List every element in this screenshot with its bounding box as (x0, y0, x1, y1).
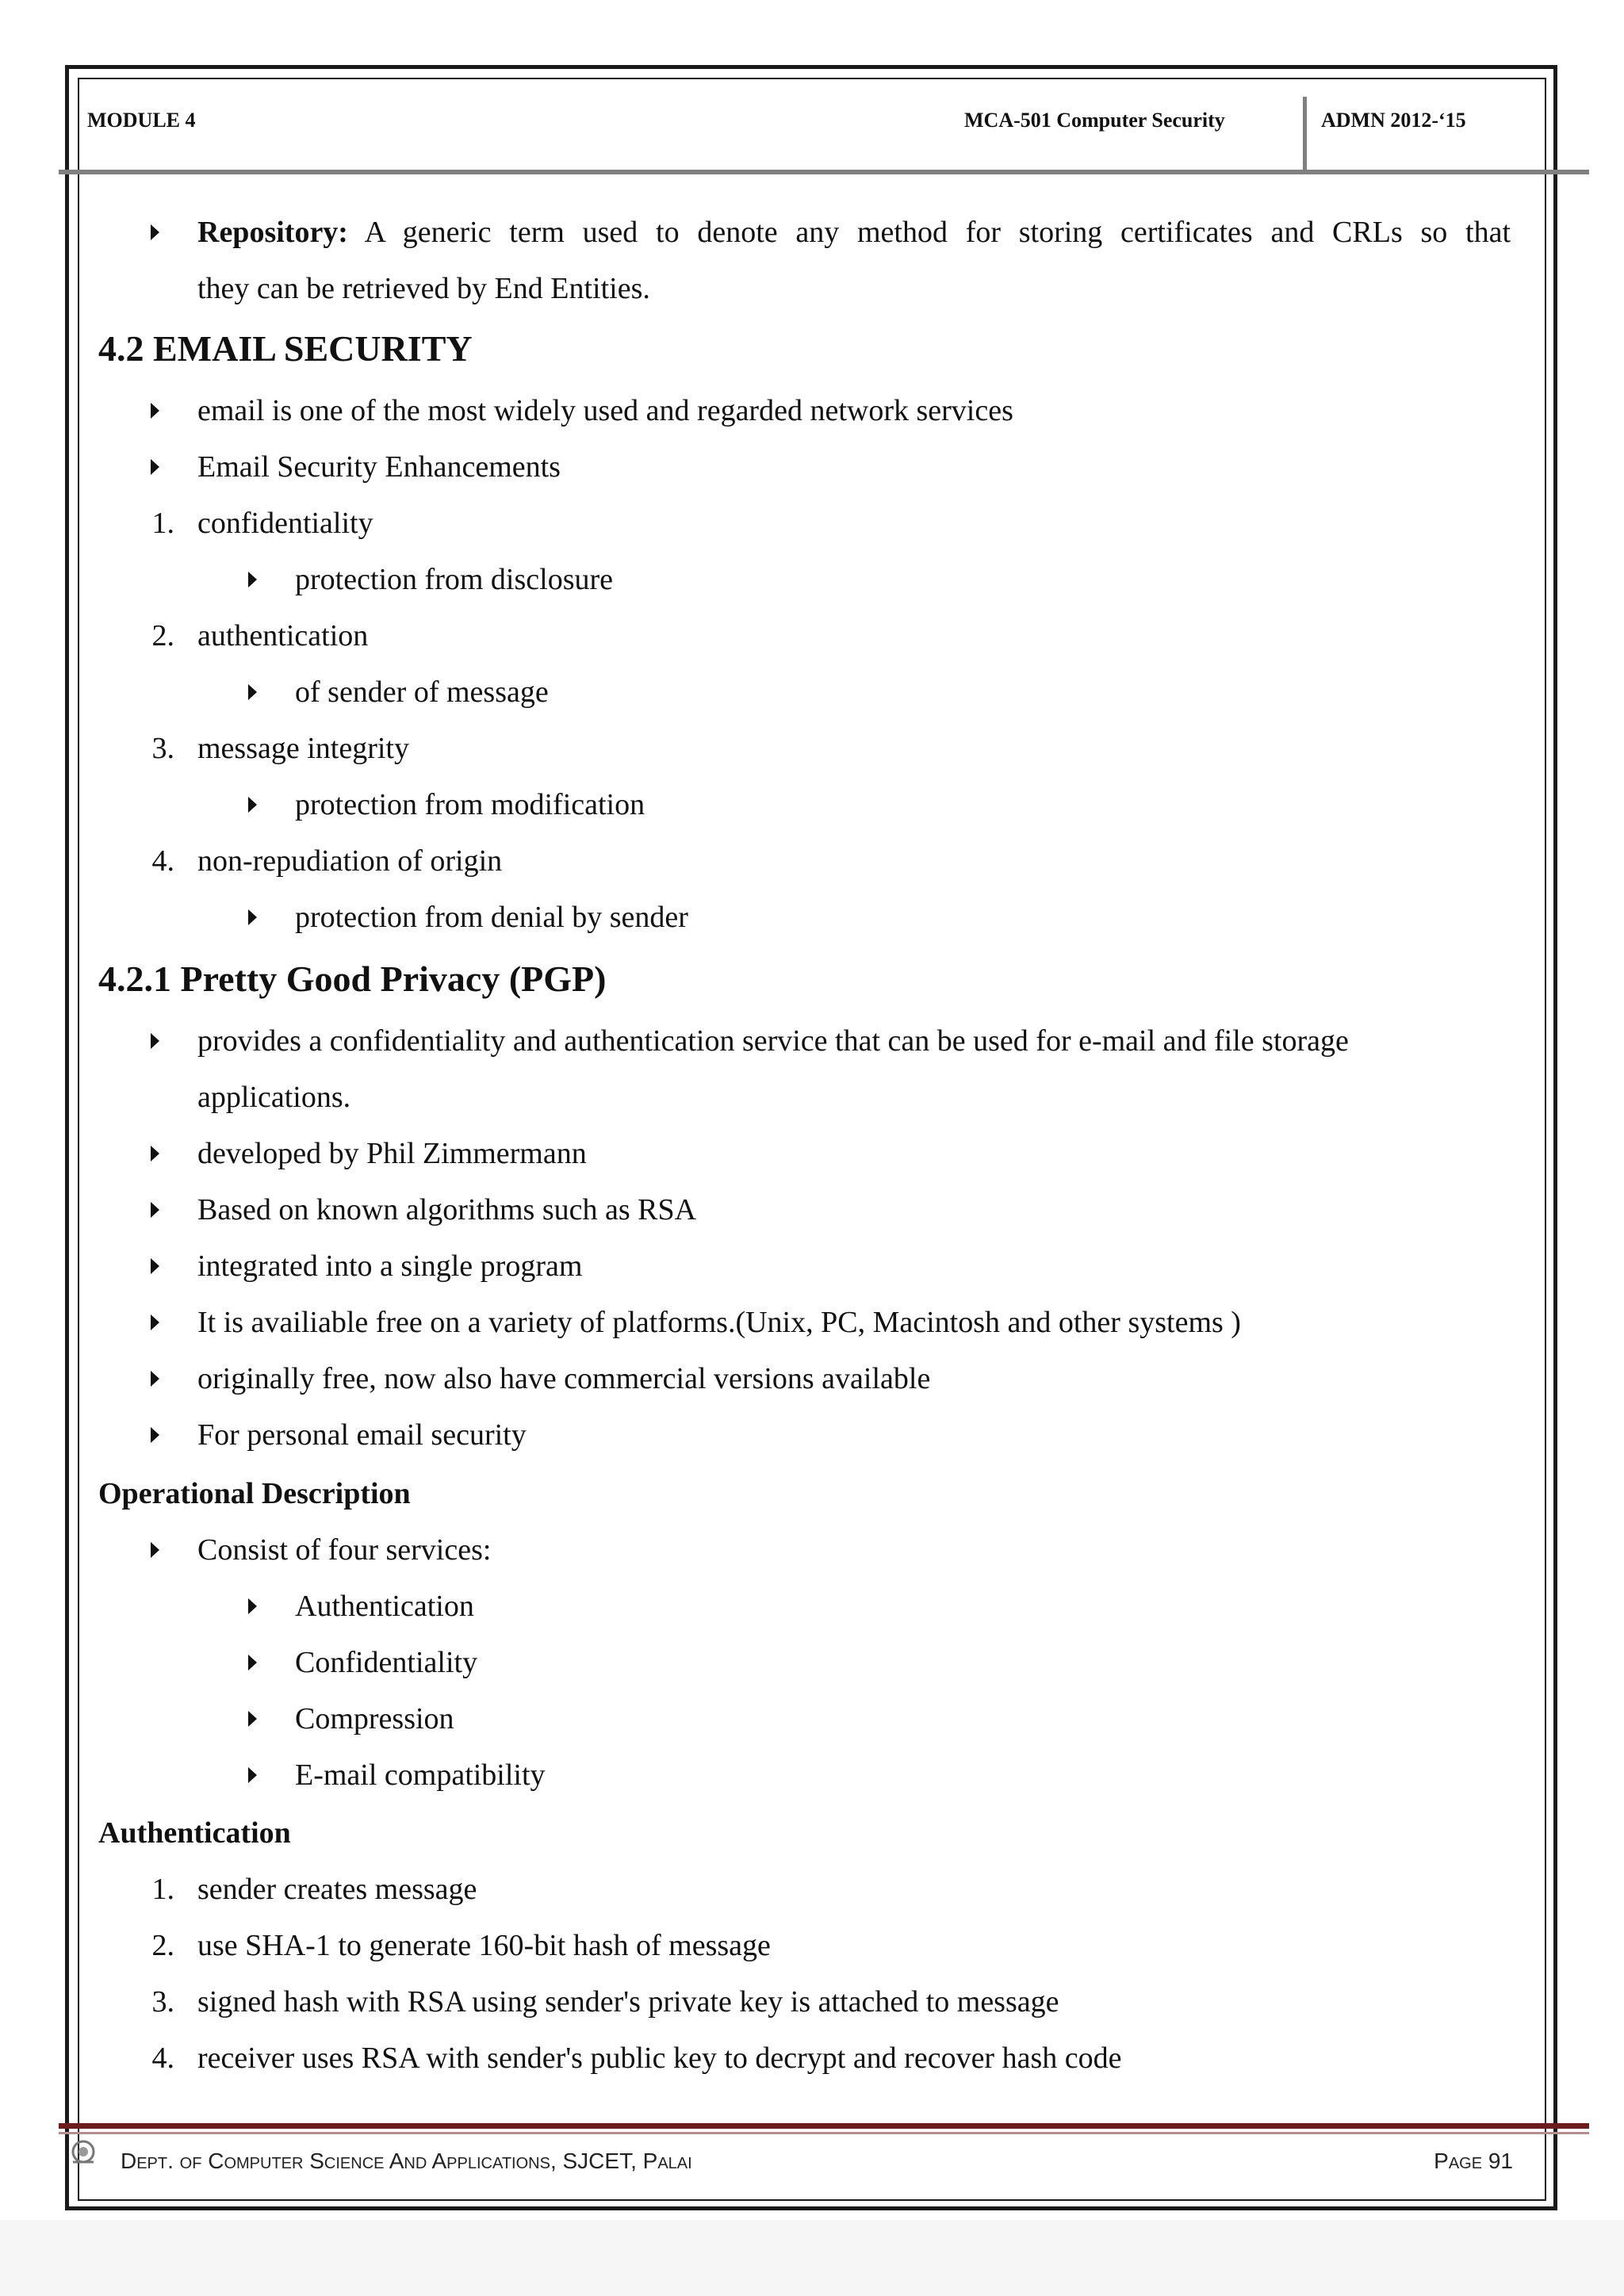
pgp-bullet: It is availiable free on a variety of platforms.(Unix, PC, Macintosh and other systems ) (197, 1306, 1241, 1339)
heading-operational-description: Operational Description (98, 1477, 411, 1510)
heading-email-security: 4.2 EMAIL SECURITY (98, 328, 473, 369)
auth-step-number: 4. (151, 2042, 174, 2075)
auth-step-number: 3. (151, 1985, 174, 2019)
heading-authentication: Authentication (98, 1816, 291, 1850)
auth-step: sender creates message (197, 1873, 477, 1906)
email-item-number: 2. (151, 619, 174, 652)
pgp-bullet: integrated into a single program (197, 1249, 583, 1283)
repository-line2: they can be retrieved by End Entities. (197, 272, 650, 305)
heading-pgp: 4.2.1 Pretty Good Privacy (PGP) (98, 959, 607, 999)
header-divider (1303, 97, 1307, 170)
email-item: message integrity (197, 732, 409, 765)
auth-step: receiver uses RSA with sender's public key to decrypt and recover hash code (197, 2042, 1122, 2075)
college-logo-icon (70, 2138, 97, 2165)
email-subitem: protection from modification (295, 788, 645, 821)
service-item: Compression (295, 1702, 454, 1735)
repository-term: Repository: (197, 216, 348, 249)
auth-step-number: 2. (151, 1929, 174, 1962)
pgp-bullet-1-line2: applications. (197, 1081, 351, 1114)
service-item: Confidentiality (295, 1646, 478, 1679)
email-item-number: 1. (151, 507, 174, 540)
email-subitem: protection from disclosure (295, 563, 614, 596)
email-item-number: 4. (151, 844, 174, 878)
repository-definition (197, 215, 1511, 250)
service-item: Authentication (295, 1590, 474, 1623)
email-item: non-repudiation of origin (197, 844, 503, 878)
pgp-bullet: developed by Phil Zimmermann (197, 1137, 587, 1170)
pgp-bullet: For personal email security (197, 1418, 527, 1452)
email-item: confidentiality (197, 507, 373, 540)
auth-step: signed hash with RSA using sender's private key is attached to message (197, 1985, 1059, 2019)
header-course: MCA-501 Computer Security (964, 109, 1225, 132)
footer-rule-thin (59, 2132, 1589, 2134)
footer-rule (59, 2123, 1589, 2129)
page-bottom-margin (0, 2220, 1624, 2296)
service-item: E-mail compatibility (295, 1758, 546, 1792)
footer-department: Dept. of Computer Science And Applications, SJCET, Palai (121, 2149, 692, 2173)
pgp-bullet-1-line1: provides a confidentiality and authentication service that can be used for e-mail and file storage (197, 1024, 1349, 1058)
operational-bullet: Consist of four services: (197, 1533, 492, 1567)
auth-step: use SHA-1 to generate 160-bit hash of message (197, 1929, 771, 1962)
email-item: authentication (197, 619, 369, 652)
auth-step-number: 1. (151, 1873, 174, 1906)
email-item-number: 3. (151, 732, 174, 765)
email-subitem: protection from denial by sender (295, 901, 688, 934)
email-bullet-1: email is one of the most widely used and regarded network services (197, 394, 1013, 427)
email-bullet-2: Email Security Enhancements (197, 450, 561, 484)
email-subitem: of sender of message (295, 675, 549, 709)
repository-line1: A generic term used to denote any method for storing certificates and CRLs so that (364, 216, 1511, 249)
header-admn: ADMN 2012-‘15 (1321, 109, 1466, 132)
pgp-bullet: Based on known algorithms such as RSA (197, 1193, 697, 1226)
header-module: MODULE 4 (87, 109, 196, 132)
footer-page-number: Page 91 (1434, 2149, 1513, 2173)
header-rule (59, 170, 1589, 174)
pgp-bullet: originally free, now also have commercial versions available (197, 1362, 931, 1395)
